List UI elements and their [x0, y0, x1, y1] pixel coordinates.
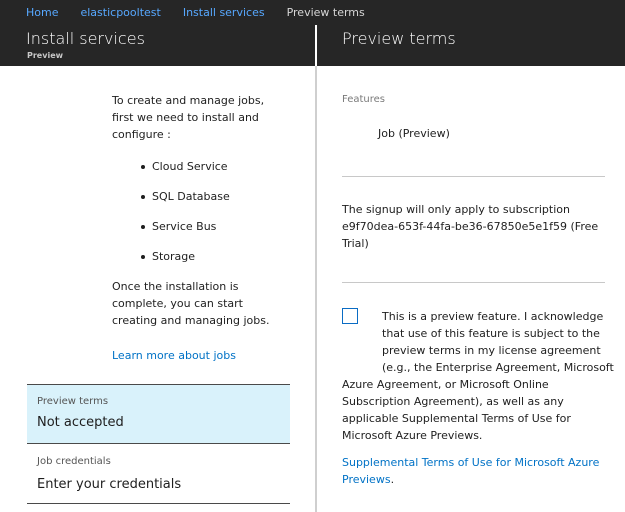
tile-value: Enter your credentials [37, 477, 182, 492]
supplemental-terms-link-cont[interactable]: Previews [342, 473, 391, 486]
preview-terms-blade [317, 66, 625, 512]
install-services-blade: To create and manage jobs, first we need to install and configure : Cloud Service SQL Database Service Bus Storage Once the installation is complete, you can start creating and managing jobs. Learn more about jobs Preview terms Not accepted Job credentials Enter your credentials [0, 66, 317, 512]
features-label: Features [342, 94, 385, 105]
intro-text: To create and manage jobs, first we need to install and configure : [112, 94, 265, 141]
preview-terms-tile[interactable] [27, 384, 290, 444]
tile-label: Job credentials [37, 456, 111, 467]
install-services-subtitle: Preview [27, 51, 64, 60]
preview-terms-title: Preview terms [342, 29, 456, 48]
breadcrumb-preview-terms: Preview terms [286, 6, 365, 19]
terms-text: Azure Agreement, or Microsoft Online Subscription Agreement), as well as any applicable Supplemental Terms of Use for Microsoft Azure Previews. [342, 378, 571, 442]
feature-item: Job (Preview) [378, 127, 450, 140]
breadcrumb [0, 0, 625, 25]
breadcrumb-elasticpooltest[interactable]: elasticpooltest [80, 6, 161, 19]
accept-terms-checkbox[interactable] [342, 308, 358, 324]
preview-terms-blade-header [317, 25, 625, 66]
divider [342, 176, 605, 177]
breadcrumb-home[interactable]: Home [26, 6, 59, 19]
job-credentials-tile[interactable] [27, 447, 290, 504]
install-services-title: Install services [26, 29, 145, 48]
supplemental-terms-link[interactable]: Supplemental Terms of Use for Microsoft Azure [342, 456, 600, 469]
breadcrumb-install-services[interactable]: Install services [182, 6, 265, 19]
outro-text: Once the installation is complete, you can start creating and managing jobs. [112, 280, 270, 327]
tile-value: Not accepted [37, 415, 124, 430]
bullet-icon [141, 255, 145, 259]
period: . [390, 473, 395, 486]
learn-more-jobs-link[interactable]: Learn more about jobs [112, 349, 236, 362]
bullet-icon [141, 225, 145, 229]
tile-label: Preview terms [37, 396, 109, 407]
supplemental-terms-block [342, 454, 599, 488]
install-services-blade-header [0, 25, 315, 66]
signup-text: The signup will only apply to subscription e9f70dea-653f-44fa-be36-67850e5e1f59 (Free Trial) [342, 203, 599, 250]
divider [342, 282, 605, 283]
terms-text-indented: This is a preview feature. I acknowledge that use of this feature is subject to the preview terms in my license agreement (e.g., the Enterprise Agreement, Microsoft [382, 310, 614, 374]
bullet-icon [141, 195, 145, 199]
bullet-icon [141, 165, 145, 169]
